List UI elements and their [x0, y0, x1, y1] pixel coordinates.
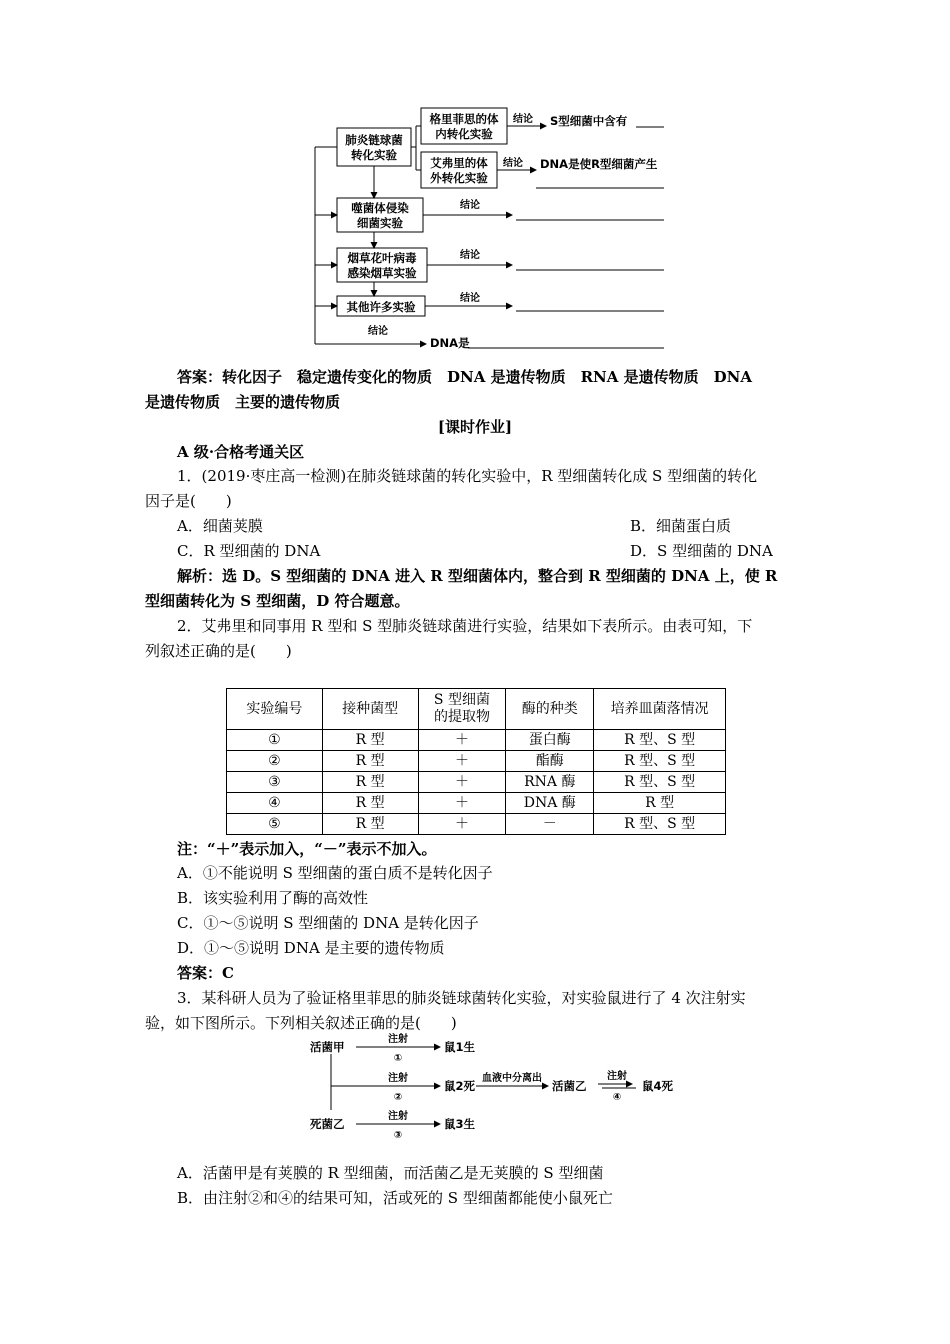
- table-cell: RNA 酶: [506, 772, 594, 793]
- table-cell: －: [506, 814, 594, 835]
- table-row: [227, 793, 726, 814]
- avery-box-line2: 外转化实验: [430, 171, 488, 185]
- q2-option-d: D．①～⑤说明 DNA 是主要的遗传物质: [177, 939, 445, 957]
- q3-stem-line1: 3．某科研人员为了验证格里菲思的肺炎链球菌转化实验，对实验鼠进行了 4 次注射实: [177, 989, 746, 1007]
- q2-option-b: B．该实验利用了酶的高效性: [177, 889, 369, 907]
- q3-option-a: A．活菌甲是有荚膜的 R 型细菌，而活菌乙是无荚膜的 S 型细菌: [177, 1164, 604, 1182]
- live-bacteria-a: 活菌甲: [310, 1040, 345, 1054]
- griffith-box-line2: 内转化实验: [435, 127, 493, 141]
- inject-label: 注射: [388, 1111, 408, 1122]
- q1-analysis-line2: 型细菌转化为 S 型细菌，D 符合题意。: [145, 592, 410, 610]
- root-box-line1: 肺炎链球菌: [345, 133, 403, 147]
- inject-number-4: ④: [612, 1092, 622, 1103]
- experiment-table: [226, 688, 726, 835]
- table-cell: R 型: [594, 793, 726, 814]
- table-cell: DNA 酶: [506, 793, 594, 814]
- inject-label: 注射: [388, 1034, 408, 1045]
- inject-label: 注射: [607, 1071, 627, 1082]
- table-row: [227, 814, 726, 835]
- table-row: [227, 730, 726, 751]
- other-box-text: 其他许多实验: [346, 300, 416, 314]
- q2-stem-line2: 列叙述正确的是( ): [145, 642, 292, 660]
- table-row: [227, 772, 726, 793]
- table-header-row: [227, 689, 726, 730]
- q2-stem-line1: 2．艾弗里和同事用 R 型和 S 型肺炎链球菌进行实验，结果如下表所示。由表可知，下: [177, 617, 753, 635]
- injection-diagram: [310, 1030, 680, 1142]
- q1-option-a: A．细菌荚膜: [177, 517, 263, 535]
- root-box-line2: 转化实验: [351, 148, 397, 162]
- q2-answer: 答案：C: [177, 964, 234, 982]
- q1-option-b: B．细菌蛋白质: [630, 517, 732, 535]
- table-cell: R 型、S 型: [594, 730, 726, 751]
- tmv-box-line2: 感染烟草实验: [347, 266, 417, 280]
- table-header-cell: 接种菌型: [322, 689, 418, 730]
- table-cell: R 型、S 型: [594, 772, 726, 793]
- inject-number-3: ③: [393, 1130, 403, 1141]
- table-cell: ＋: [418, 772, 506, 793]
- inject-label: 注射: [388, 1073, 408, 1084]
- level-title: A 级·合格考通关区: [177, 443, 305, 461]
- conclusion-label: 结论: [460, 250, 480, 261]
- table-cell: R 型: [322, 751, 418, 772]
- conclusion-label: 结论: [368, 326, 388, 337]
- table-header-cell: 培养皿菌落情况: [594, 689, 726, 730]
- table-cell: R 型: [322, 730, 418, 751]
- table-row: [227, 751, 726, 772]
- table-cell: R 型、S 型: [594, 814, 726, 835]
- table-cell: ③: [227, 772, 323, 793]
- table-cell: ＋: [418, 793, 506, 814]
- table-cell: ＋: [418, 814, 506, 835]
- q3-stem-line2: 验，如下图所示。下列相关叙述正确的是( ): [145, 1014, 457, 1032]
- table-header-cell: S 型细菌的提取物: [418, 689, 506, 730]
- mouse-2: 鼠2死: [444, 1079, 476, 1093]
- table-cell: ⑤: [227, 814, 323, 835]
- phage-box-line1: 噬菌体侵染: [351, 201, 409, 215]
- table-cell: ②: [227, 751, 323, 772]
- q1-analysis-line1: 解析：选 D。S 型细菌的 DNA 进入 R 型细菌体内，整合到 R 型细菌的 DNA 上，使 R: [177, 567, 778, 585]
- conclusion-label: 结论: [513, 114, 533, 125]
- avery-box-line1: 艾弗里的体: [430, 156, 488, 170]
- phage-box-line2: 细菌实验: [357, 216, 403, 230]
- table-cell: R 型: [322, 793, 418, 814]
- final-conclusion: DNA是: [430, 336, 470, 350]
- q1-stem-line2: 因子是( ): [145, 492, 232, 510]
- table-header-cell: 实验编号: [227, 689, 323, 730]
- answer1-line2: 是遗传物质 主要的遗传物质: [145, 393, 341, 411]
- griffith-conclusion: S型细菌中含有: [550, 114, 628, 128]
- conclusion-label: 结论: [503, 158, 523, 169]
- table-cell: R 型、S 型: [594, 751, 726, 772]
- tmv-box-line1: 烟草花叶病毒: [347, 251, 417, 265]
- table-cell: ④: [227, 793, 323, 814]
- inject-number-1: ①: [393, 1053, 403, 1064]
- q2-option-c: C．①～⑤说明 S 型细菌的 DNA 是转化因子: [177, 914, 479, 932]
- table-cell: ①: [227, 730, 323, 751]
- section-title: [课时作业]: [437, 418, 513, 436]
- table-cell: 酯酶: [506, 751, 594, 772]
- mouse-4: 鼠4死: [642, 1079, 674, 1093]
- concept-map-diagram: [300, 100, 680, 355]
- table-cell: 蛋白酶: [506, 730, 594, 751]
- q1-option-d: D．S 型细菌的 DNA: [630, 542, 773, 560]
- conclusion-label: 结论: [460, 293, 480, 304]
- live-bacteria-b: 活菌乙: [552, 1079, 587, 1093]
- griffith-box-line1: 格里菲思的体: [429, 112, 499, 126]
- table-cell: ＋: [418, 730, 506, 751]
- q1-stem-line1: 1．(2019·枣庄高一检测)在肺炎链球菌的转化实验中，R 型细菌转化成 S 型细菌的转化: [177, 467, 758, 485]
- avery-conclusion: DNA是使R型细菌产生: [540, 157, 658, 171]
- table-cell: ＋: [418, 751, 506, 772]
- dead-bacteria-b: 死菌乙: [310, 1117, 345, 1131]
- inject-number-2: ②: [393, 1092, 403, 1103]
- mouse-1: 鼠1生: [444, 1040, 476, 1054]
- mouse-3: 鼠3生: [444, 1117, 476, 1131]
- separate-label: 血液中分离出: [482, 1073, 542, 1084]
- table-header-cell: 酶的种类: [506, 689, 594, 730]
- q3-option-b: B．由注射②和④的结果可知，活或死的 S 型细菌都能使小鼠死亡: [177, 1189, 613, 1207]
- table-cell: R 型: [322, 814, 418, 835]
- answer1-line1: 答案：转化因子 稳定遗传变化的物质 DNA 是遗传物质 RNA 是遗传物质 DNA: [177, 368, 752, 386]
- conclusion-label: 结论: [460, 200, 480, 211]
- q2-note: 注：“＋”表示加入，“－”表示不加入。: [177, 840, 437, 858]
- q2-option-a: A．①不能说明 S 型细菌的蛋白质不是转化因子: [177, 864, 493, 882]
- table-cell: R 型: [322, 772, 418, 793]
- q1-option-c: C．R 型细菌的 DNA: [177, 542, 321, 560]
